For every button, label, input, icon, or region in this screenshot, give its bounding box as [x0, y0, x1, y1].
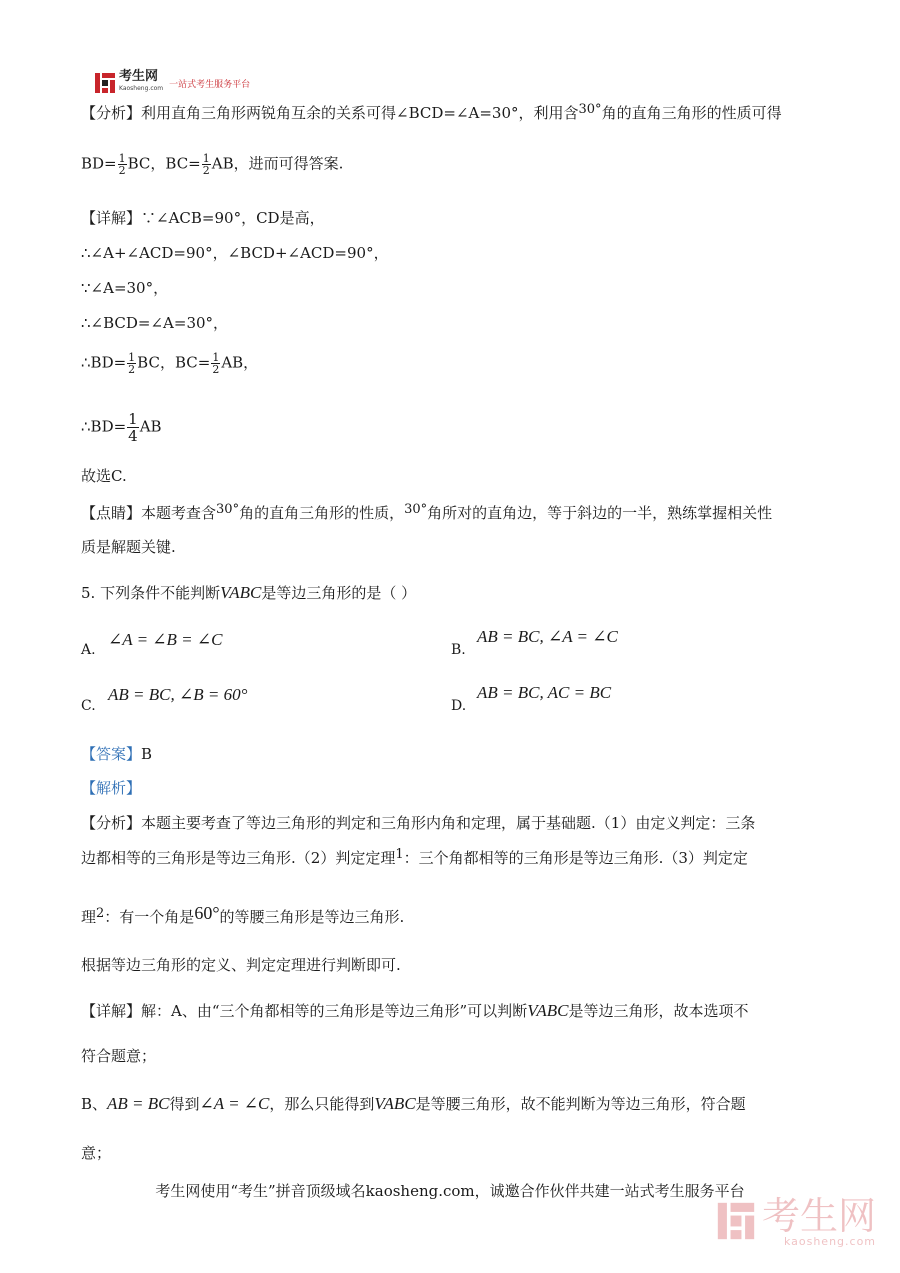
- text: AB，进而可得答案.: [211, 154, 344, 173]
- text: 5. 下列条件不能判断: [81, 584, 221, 602]
- watermark: [716, 1194, 877, 1248]
- q4-detail-line-1: [81, 208, 325, 228]
- denominator: 2: [202, 164, 210, 177]
- numerator: 1: [118, 152, 126, 165]
- math-expr: AB = BC: [107, 1094, 170, 1113]
- header-logo: [94, 71, 250, 95]
- q5-detail-line-4: 意；: [81, 1144, 112, 1162]
- denominator: 2: [212, 363, 220, 376]
- option-d-label: D.: [451, 698, 467, 714]
- option-b-expr: AB = BC, ∠A = ∠C: [477, 627, 618, 646]
- text: AB: [139, 417, 162, 436]
- fraction-half: [211, 352, 220, 375]
- q4-analysis-line-1: [81, 103, 782, 125]
- analysis-tag: 【分析】: [81, 814, 142, 832]
- q5-answer: [81, 744, 152, 764]
- triangle-symbol: VABC: [220, 583, 262, 602]
- numerator: 1: [202, 152, 210, 165]
- text: AB，: [221, 353, 259, 372]
- denominator: 2: [118, 164, 126, 177]
- q5-stem: [81, 583, 416, 603]
- degree: 60°: [194, 903, 220, 923]
- logo-name-text: 考生网: [119, 69, 159, 84]
- option-c-expr: AB = BC, ∠B = 60°: [108, 685, 248, 704]
- text: ∴BD=: [81, 417, 127, 436]
- comment-tag: 【点睛】: [81, 504, 142, 522]
- q5-detail-line-3: [81, 1094, 746, 1114]
- option-d-expr: AB = BC, AC = BC: [477, 683, 612, 702]
- q4-detail-line-3: ∵∠A=30°，: [81, 279, 169, 297]
- q4-detail-line-4: ∴∠BCD=∠A=30°，: [81, 314, 229, 332]
- logo-name: [119, 71, 163, 95]
- text: 角的直角三角形的性质可得: [601, 104, 782, 122]
- math-expr: ∠A = ∠C: [199, 1094, 270, 1113]
- text: 是等腰三角形，故不能判断为等边三角形，符合题: [415, 1095, 746, 1113]
- logo-domain: Kaosheng.com: [119, 85, 164, 92]
- fraction-half: [127, 352, 136, 375]
- q5-analysis-line-4: 根据等边三角形的定义、判定定理进行判断即可.: [81, 956, 401, 974]
- q5-jiexi-tag: 【解析】: [81, 779, 142, 797]
- numerator: 1: [128, 351, 136, 364]
- q4-detail-line-2: ∴∠A+∠ACD=90°，∠BCD+∠ACD=90°，: [81, 244, 389, 262]
- text: ∵∠ACB=90°，CD是高，: [141, 209, 325, 227]
- watermark-logo-icon: [716, 1201, 756, 1245]
- analysis-tag: 【分析】: [81, 104, 142, 122]
- q4-detail-line-5: [81, 352, 258, 375]
- text: 是等边三角形，故本选项不: [568, 1002, 749, 1020]
- triangle-symbol: VABC: [527, 1001, 569, 1020]
- text: 解：A、由“三个角都相等的三角形是等边三角形”可以判断: [141, 1002, 528, 1020]
- numerator: 1: [212, 351, 220, 364]
- triangle-symbol: VABC: [374, 1094, 416, 1113]
- q4-choose: 故选C.: [81, 467, 127, 485]
- option-b-label: B.: [451, 642, 466, 658]
- watermark-text: [756, 1194, 877, 1248]
- numerator: 1: [128, 410, 138, 428]
- kaosheng-logo-icon: [94, 72, 116, 94]
- text: 理: [81, 908, 97, 926]
- text: ：有一个角是: [104, 908, 195, 926]
- text: B、: [81, 1095, 108, 1113]
- option-c-label: C.: [81, 698, 96, 714]
- text: ：三个角都相等的三角形是等边三角形.（3）判定定: [403, 849, 748, 867]
- detail-tag: 【详解】: [81, 1002, 142, 1020]
- option-a-expr: ∠A = ∠B = ∠C: [108, 630, 223, 649]
- text: 本题主要考查了等边三角形的判定和三角形内角和定理，属于基础题.（1）由定义判定：三条: [141, 814, 756, 832]
- theorem-number: 1: [395, 847, 404, 862]
- text: BC，BC=: [137, 353, 211, 372]
- detail-tag: 【详解】: [81, 209, 142, 227]
- header-slogan: 一站式考生服务平台: [169, 79, 251, 90]
- q5-analysis-line-2: [81, 848, 748, 870]
- q5-analysis-line-3: [81, 903, 405, 929]
- text: BC，BC=: [127, 154, 201, 173]
- q5-detail-line-2: 符合题意；: [81, 1047, 157, 1065]
- text: 是等边三角形的是（ ）: [261, 584, 417, 602]
- denominator: 4: [128, 427, 138, 445]
- text: BD=: [81, 154, 117, 173]
- text: ∴BD=: [81, 353, 127, 372]
- fraction-half: [202, 153, 211, 176]
- degree: 30°: [216, 502, 240, 517]
- watermark-name: 考生网: [762, 1194, 877, 1238]
- text: ，那么只能得到: [269, 1095, 375, 1113]
- degree: 30°: [404, 502, 428, 517]
- q4-comment-line-1: [81, 503, 772, 525]
- text: 的等腰三角形是等边三角形.: [219, 908, 405, 926]
- text: 得到: [169, 1095, 200, 1113]
- page-footer: 考生网使用“考生”拼音顶级域名kaosheng.com，诚邀合作伙伴共建一站式考生服务平台: [155, 1182, 745, 1200]
- q4-analysis-line-2: [81, 153, 343, 176]
- fraction-half: [118, 153, 127, 176]
- theorem-number: 2: [96, 906, 105, 921]
- denominator: 2: [128, 363, 136, 376]
- answer-tag: 【答案】: [81, 745, 142, 763]
- watermark-domain: kaosheng.com: [783, 1235, 877, 1248]
- text: 利用直角三角形两锐角互余的关系可得∠BCD=∠A=30°，利用含: [141, 104, 579, 122]
- q5-detail-line-1: [81, 1001, 748, 1021]
- text: 本题考查含: [141, 504, 217, 522]
- text: 角所对的直角边，等于斜边的一半，熟练掌握相关性: [427, 504, 773, 522]
- q4-comment-line-2: 质是解题关键.: [81, 538, 176, 556]
- fraction-quarter: [127, 411, 139, 444]
- option-a-label: A.: [81, 642, 96, 658]
- answer-value: B: [141, 745, 153, 763]
- degree: 30°: [578, 102, 602, 117]
- q5-analysis-line-1: [81, 813, 755, 833]
- q4-detail-line-6: [81, 411, 162, 444]
- text: 角的直角三角形的性质，: [239, 504, 405, 522]
- text: 边都相等的三角形是等边三角形.（2）判定定理: [81, 849, 396, 867]
